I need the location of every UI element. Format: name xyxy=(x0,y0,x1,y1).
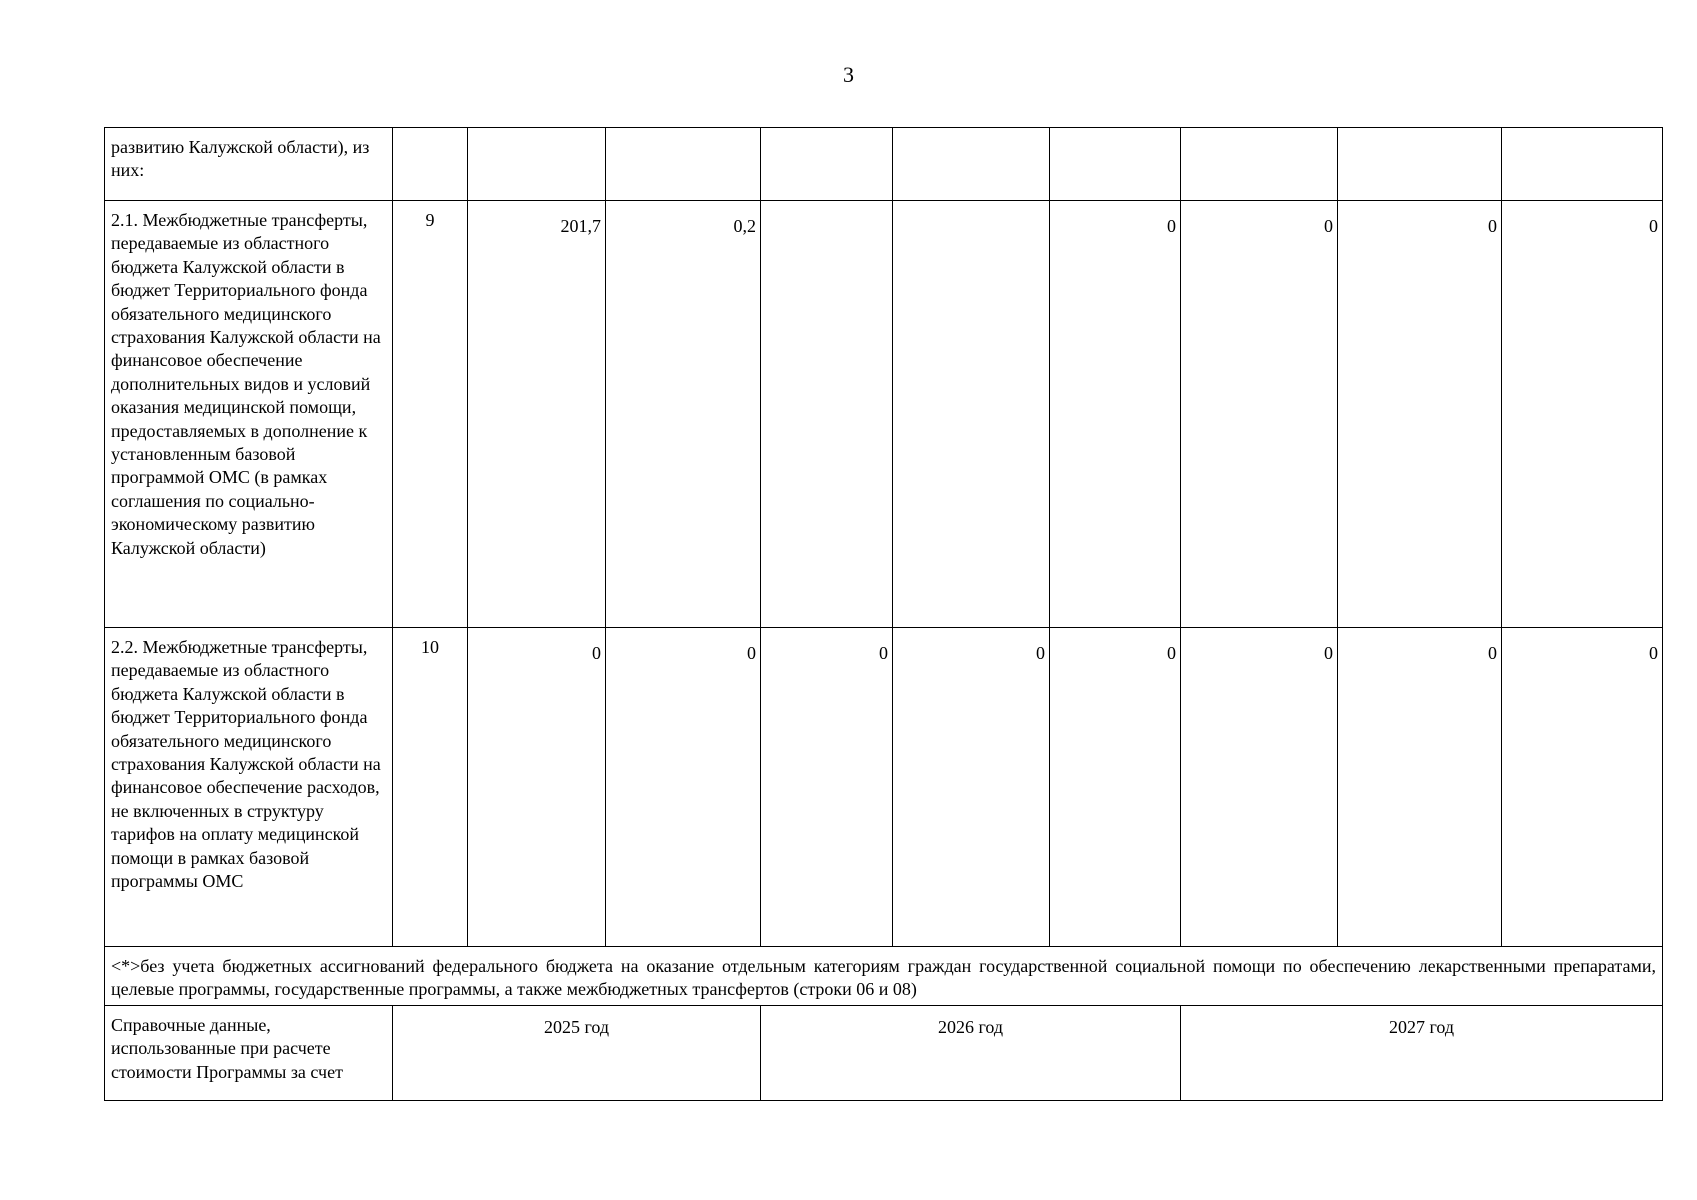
table-cell xyxy=(893,128,1050,201)
year-2025-header: 2025 год xyxy=(393,1006,761,1101)
value-cell: 0,2 xyxy=(606,201,761,628)
value-cell: 0 xyxy=(893,628,1050,947)
table-cell xyxy=(468,128,606,201)
value-cell: 0 xyxy=(1338,201,1502,628)
year-2027-header: 2027 год xyxy=(1181,1006,1663,1101)
table-row xyxy=(105,201,1663,628)
table-cell xyxy=(1050,128,1181,201)
value-cell: 0 xyxy=(1050,628,1181,947)
value-cell: 0 xyxy=(1338,628,1502,947)
year-2026-header: 2026 год xyxy=(761,1006,1181,1101)
value-cell: 0 xyxy=(1181,628,1338,947)
value-cell: 0 xyxy=(606,628,761,947)
reference-label: Справочные данные, использованные при расчете стоимости Программы за счет xyxy=(105,1006,393,1101)
value-cell: 0 xyxy=(1181,201,1338,628)
value-cell: 0 xyxy=(761,628,893,947)
footnote-text: <*>без учета бюджетных ассигнований федерального бюджета на оказание отдельным категориям граждан государственной социальной помощи по обеспечению лекарственными препаратами, целевые программы, государственные программы, а также межбюджетных трансфертов (строки 06 и 08) xyxy=(105,947,1663,1006)
value-cell: 0 xyxy=(468,628,606,947)
value-cell: 0 xyxy=(1050,201,1181,628)
row-name: развитию Калужской области), из них: xyxy=(105,128,393,201)
row-code xyxy=(393,128,468,201)
table-cell xyxy=(1502,128,1663,201)
table-row xyxy=(105,128,1663,201)
value-cell: 0 xyxy=(1502,201,1663,628)
table-cell xyxy=(761,128,893,201)
row-name: 2.2. Межбюджетные трансферты, передаваемые из областного бюджета Калужской области в бюджет Территориального фонда обязательного медицинского страхования Калужской области на финансовое обеспечение расходов, не включенных в структуру тарифов на оплату медицинской помощи в рамках базовой программы ОМС xyxy=(105,628,393,947)
row-code: 9 xyxy=(393,201,468,628)
value-cell: 201,7 xyxy=(468,201,606,628)
reference-row xyxy=(105,1006,1663,1101)
value-cell: 0 xyxy=(1502,628,1663,947)
financing-table xyxy=(104,127,1663,1101)
table-cell xyxy=(1181,128,1338,201)
row-code: 10 xyxy=(393,628,468,947)
value-cell xyxy=(761,201,893,628)
footnote-row xyxy=(105,947,1663,1006)
page-number: 3 xyxy=(843,62,854,87)
table-row xyxy=(105,628,1663,947)
row-name: 2.1. Межбюджетные трансферты, передаваемые из областного бюджета Калужской области в бюджет Территориального фонда обязательного медицинского страхования Калужской области на финансовое обеспечение дополнительных видов и условий оказания медицинской помощи, предоставляемых в дополнение к установленным базовой программой ОМС (в рамках соглашения по социально-экономическому развитию Калужской области) xyxy=(105,201,393,628)
table-cell xyxy=(606,128,761,201)
value-cell xyxy=(893,201,1050,628)
table-cell xyxy=(1338,128,1502,201)
